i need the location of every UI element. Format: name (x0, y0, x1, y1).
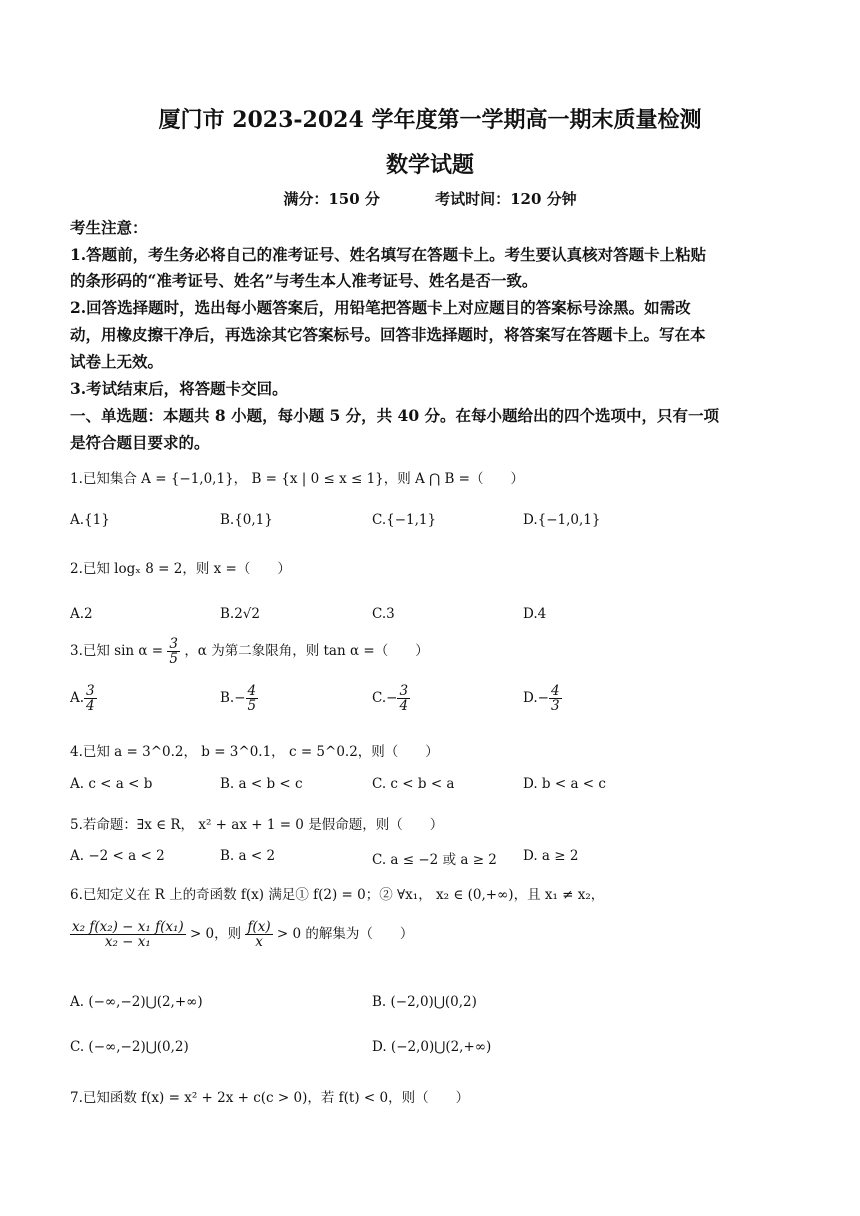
question-1-option-b: B.{0,1} (220, 512, 273, 528)
option-prefix: D. (523, 690, 538, 707)
question-6-stem: 6.已知定义在 R 上的奇函数 f(x) 满足① f(2) = 0；② ∀x₁， x₂ ∈ (0,+∞)，且 x₁ ≠ x₂， (70, 887, 605, 903)
exam-title: 厦门市 2023-2024 学年度第一学期高一期末质量检测 (158, 107, 702, 133)
question-3-option-b (220, 684, 258, 713)
question-2-option-a: A.2 (70, 606, 93, 622)
question-5-stem: 5.若命题：∃x ∈ R， x² + ax + 1 = 0 是假命题，则（ ） (70, 817, 444, 833)
question-4-stem: 4.已知 a = 3^0.2， b = 3^0.1， c = 5^0.2，则（ ） (70, 744, 439, 760)
question-6-fraction-2 (245, 920, 272, 949)
question-4-option-c: C. c < b < a (372, 776, 455, 792)
section-heading: 一、单选题：本题共 8 小题，每小题 5 分，共 40 分。在每小题给出的四个选项中，只有一项 (70, 406, 720, 425)
question-3-option-d (523, 684, 562, 713)
question-5-option-b: B. a < 2 (220, 848, 276, 864)
question-6-option-b: B. (−2,0)⋃(0,2) (372, 994, 477, 1010)
question-6-option-a: A. (−∞,−2)⋃(2,+∞) (70, 994, 203, 1010)
note-line: 动，用橡皮擦干净后，再选涂其它答案标号。回答非选择题时，将答案写在答题卡上。写在本 (70, 325, 706, 344)
question-3-stem-pre: 3.已知 sin α = (70, 643, 164, 660)
question-5-option-a: A. −2 < a < 2 (70, 848, 165, 864)
question-2-option-c: C.3 (372, 606, 395, 622)
fraction-denominator: 5 (247, 698, 257, 715)
exam-meta (0, 188, 860, 209)
option-fraction (549, 684, 562, 713)
question-1-option-d: D.{−1,0,1} (523, 512, 601, 528)
question-4-option-a: A. c < a < b (70, 776, 153, 792)
question-6-fraction-1 (70, 920, 186, 949)
fraction-denominator: 4 (399, 698, 409, 715)
question-4-option-d: D. b < a < c (523, 776, 606, 792)
question-6-option-d: D. (−2,0)⋃(2,+∞) (372, 1039, 492, 1055)
question-2-stem: 2.已知 logₓ 8 = 2，则 x =（ ） (70, 561, 291, 577)
notes-heading: 考生注意： (70, 218, 148, 237)
fraction-numerator: f(x) (247, 919, 271, 935)
fraction-denominator: 5 (169, 651, 179, 668)
question-5-option-d: D. a ≥ 2 (523, 848, 579, 864)
question-1-option-c: C.{−1,1} (372, 512, 437, 528)
note-line: 2.回答选择题时，选出每小题答案后，用铅笔把答题卡上对应题目的答案标号涂黑。如需改 (70, 298, 691, 317)
option-sign: − (234, 690, 246, 707)
option-sign: − (386, 690, 398, 707)
question-6-condition (70, 920, 413, 949)
question-7-stem: 7.已知函数 f(x) = x² + 2x + c(c > 0)，若 f(t) < 0，则（ ） (70, 1090, 470, 1106)
option-prefix: B. (220, 690, 235, 707)
note-line: 的条形码的“准考证号、姓名”与考生本人准考证号、姓名是否一致。 (70, 271, 538, 290)
question-6-tail: > 0 的解集为（ ） (276, 926, 414, 943)
option-fraction (397, 684, 410, 713)
note-line: 试卷上无效。 (70, 352, 164, 371)
question-2-option-b: B.2√2 (220, 606, 260, 622)
question-6-mid: > 0，则 (189, 926, 242, 943)
question-3-option-a (70, 684, 97, 713)
option-fraction (246, 684, 259, 713)
option-prefix: C. (372, 690, 387, 707)
fraction-numerator: 4 (550, 683, 560, 699)
question-1-stem: 1.已知集合 A = {−1,0,1}， B = {x | 0 ≤ x ≤ 1}，则 A ⋂ B =（ ） (70, 471, 524, 487)
option-sign: − (537, 690, 549, 707)
fraction-denominator: 4 (86, 698, 95, 715)
fraction-numerator: x₂ f(x₂) − x₁ f(x₁) (72, 919, 184, 935)
fraction-numerator: 3 (399, 683, 409, 699)
exam-subtitle: 数学试题 (385, 152, 474, 178)
question-1-option-a: A.{1} (70, 512, 110, 528)
fraction-denominator: x₂ − x₁ (104, 934, 151, 951)
exam-time: 考试时间：120 分钟 (435, 190, 577, 208)
question-5-option-c: C. a ≤ −2 或 a ≥ 2 (372, 852, 497, 868)
question-6-option-c: C. (−∞,−2)⋃(0,2) (70, 1039, 189, 1055)
fraction-denominator: 3 (550, 698, 560, 715)
section-heading-cont: 是符合题目要求的。 (70, 433, 210, 452)
question-3-stem-post: ，α 为第二象限角，则 tan α =（ ） (184, 643, 429, 660)
question-3-fraction (167, 637, 180, 666)
question-4-option-b: B. a < b < c (220, 776, 303, 792)
question-2-option-d: D.4 (523, 606, 547, 622)
option-fraction (84, 684, 97, 713)
question-3-stem (70, 637, 429, 666)
full-score: 满分：150 分 (283, 190, 380, 208)
question-3-option-c (372, 684, 410, 713)
option-prefix: A. (70, 690, 85, 707)
note-line: 1.答题前，考生务必将自己的准考证号、姓名填写在答题卡上。考生要认真核对答题卡上粘贴 (70, 245, 707, 264)
fraction-numerator: 3 (86, 683, 95, 699)
note-line: 3.考试结束后，将答题卡交回。 (70, 379, 288, 398)
fraction-denominator: x (255, 934, 263, 951)
fraction-numerator: 3 (169, 636, 179, 652)
fraction-numerator: 4 (247, 683, 257, 699)
